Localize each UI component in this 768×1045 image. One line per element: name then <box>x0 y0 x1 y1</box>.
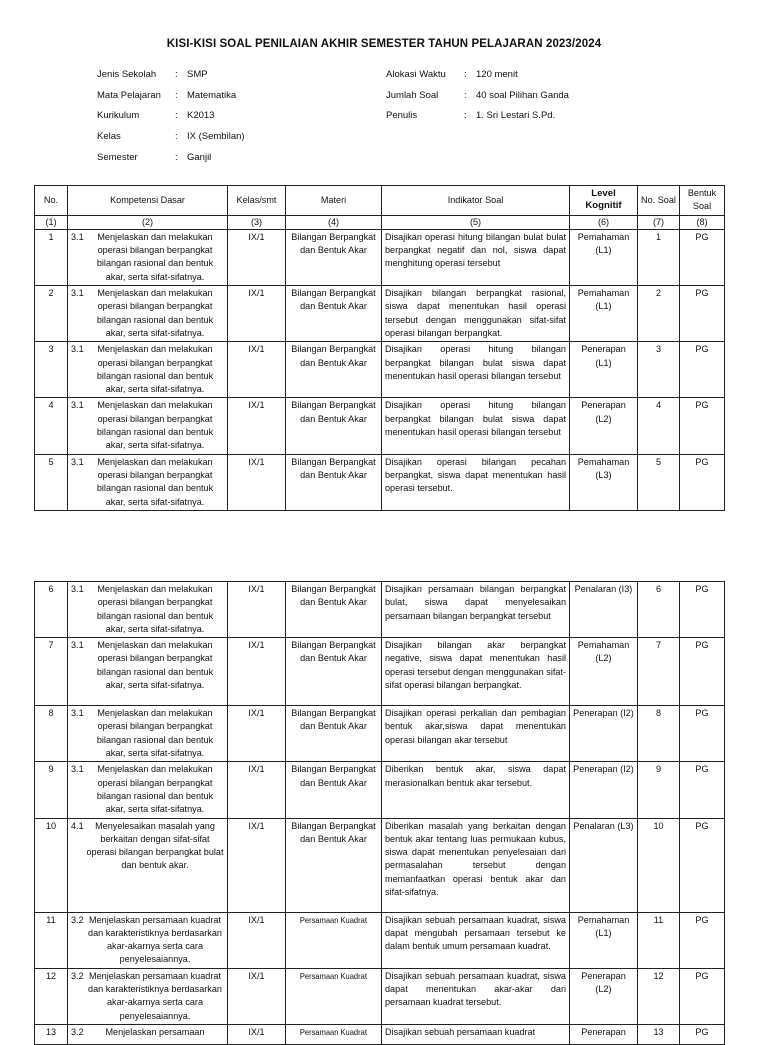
row-no: 2 <box>35 286 68 342</box>
level-kognitif: Pemahaman (L1) <box>570 229 638 285</box>
kd-code: 3.1 <box>71 708 84 719</box>
kd-text: Menjelaskan dan melakukan operasi bilangan berpangkat bilangan rasional dan bentuk akar, serta sifat-sifatnya. <box>96 456 214 507</box>
kd-code: 3.2 <box>71 914 84 925</box>
kompetensi-dasar-cell <box>68 912 228 968</box>
col-number: (3) <box>228 215 286 229</box>
no-soal: 11 <box>638 912 680 968</box>
table-row <box>35 1024 725 1044</box>
kompetensi-dasar-cell <box>68 638 228 706</box>
school-info-left <box>97 64 245 167</box>
info-label: Mata Pelajaran <box>97 89 161 101</box>
info-label: Alokasi Waktu <box>386 68 446 80</box>
level-kognitif: Pemahaman (L1) <box>570 912 638 968</box>
info-row-alokasi-waktu <box>386 64 569 85</box>
indikator-soal: Disajikan bilangan akar berpangkat negative, siswa dapat menentukan hasil operasi tersebut dengan menggunakan sifat-sifat operasi bilangan berpangkat. <box>382 638 570 706</box>
col-number: (2) <box>68 215 228 229</box>
table-body-page-1 <box>35 229 725 510</box>
level-kognitif: Pemahaman (L3) <box>570 454 638 510</box>
kelas-smt: IX/1 <box>228 398 286 454</box>
kisi-kisi-table-page-2 <box>34 581 725 1045</box>
table-row <box>35 454 725 510</box>
document-title: KISI-KISI SOAL PENILAIAN AKHIR SEMESTER TAHUN PELAJARAN 2023/2024 <box>166 38 602 50</box>
kompetensi-dasar-cell <box>68 968 228 1024</box>
kompetensi-dasar-cell <box>68 229 228 285</box>
header-level-kognitif: Level Kognitif <box>570 186 638 216</box>
kompetensi-dasar-cell <box>68 1024 228 1044</box>
row-no: 12 <box>35 968 68 1024</box>
no-soal: 2 <box>638 286 680 342</box>
kd-code: 3.1 <box>71 400 84 411</box>
level-kognitif: Penalaran (L3) <box>570 818 638 912</box>
kelas-smt: IX/1 <box>228 342 286 398</box>
info-separator: : <box>464 110 467 122</box>
info-label: Jumlah Soal <box>386 89 439 101</box>
kisi-kisi-table-page-1 <box>34 185 725 511</box>
no-soal: 7 <box>638 638 680 706</box>
info-separator: : <box>464 89 467 101</box>
info-separator: : <box>175 110 178 122</box>
bentuk-soal: PG <box>680 1024 725 1044</box>
info-row-kurikulum <box>97 105 245 126</box>
materi: Bilangan Berpangkat dan Bentuk Akar <box>286 342 382 398</box>
info-value: Matematika <box>187 89 237 101</box>
info-value: K2013 <box>187 110 215 122</box>
info-value: Ganjil <box>187 151 212 163</box>
col-number: (7) <box>638 215 680 229</box>
row-no: 13 <box>35 1024 68 1044</box>
kd-text: Menjelaskan persamaan kuadrat dan karakteristiknya berdasarkan akar-akarnya serta cara penyelesaiannya. <box>88 970 222 1021</box>
kompetensi-dasar-cell <box>68 342 228 398</box>
level-kognitif: Penerapan (I2) <box>570 706 638 762</box>
kompetensi-dasar-cell <box>68 286 228 342</box>
col-number: (6) <box>570 215 638 229</box>
level-kognitif: Penerapan (I2) <box>570 762 638 818</box>
info-label: Kurikulum <box>97 110 140 122</box>
table-row <box>35 342 725 398</box>
kd-text: Menjelaskan dan melakukan operasi bilangan berpangkat bilangan rasional dan bentuk akar, serta sifat-sifatnya. <box>96 288 214 338</box>
bentuk-soal: PG <box>680 968 725 1024</box>
table-row <box>35 582 725 638</box>
info-row-jumlah-soal <box>386 85 569 106</box>
kd-code: 3.1 <box>71 584 84 594</box>
kompetensi-dasar-cell <box>68 582 228 638</box>
no-soal: 6 <box>638 582 680 638</box>
kd-text: Menjelaskan dan melakukan operasi bilangan berpangkat bilangan rasional dan bentuk akar, serta sifat-sifatnya. <box>96 764 214 815</box>
level-kognitif: Penerapan (L2) <box>570 398 638 454</box>
no-soal: 9 <box>638 762 680 818</box>
materi: Persamaan Kuadrat <box>299 971 367 981</box>
bentuk-soal: PG <box>680 286 725 342</box>
row-no: 8 <box>35 706 68 762</box>
header-no-soal: No. Soal <box>638 186 680 216</box>
info-row-mata-pelajaran <box>97 85 245 106</box>
bentuk-soal: PG <box>680 582 725 638</box>
kd-code: 3.1 <box>71 344 84 355</box>
info-value: 40 soal Pilihan Ganda <box>476 89 569 101</box>
no-soal: 5 <box>638 454 680 510</box>
row-no: 4 <box>35 398 68 454</box>
info-value: SMP <box>187 68 208 80</box>
info-value: IX (Sembilan) <box>187 130 245 142</box>
table-row <box>35 638 725 706</box>
no-soal: 1 <box>638 229 680 285</box>
table-row <box>35 286 725 342</box>
level-kognitif: Pemahaman (L1) <box>570 286 638 342</box>
kd-text: Menjelaskan persamaan <box>105 1026 205 1037</box>
row-no: 1 <box>35 229 68 285</box>
materi-cell <box>286 968 382 1024</box>
table-row <box>35 818 725 912</box>
row-no: 11 <box>35 912 68 968</box>
no-soal: 13 <box>638 1024 680 1044</box>
indikator-soal: Diberikan bentuk akar, siswa dapat merasionalkan bentuk akar tersebut. <box>382 762 570 818</box>
no-soal: 10 <box>638 818 680 912</box>
col-number: (4) <box>286 215 382 229</box>
kompetensi-dasar-cell <box>68 454 228 510</box>
info-value: 1. Sri Lestari S.Pd. <box>476 110 556 122</box>
info-row-jenis-sekolah <box>97 64 245 85</box>
table-row <box>35 968 725 1024</box>
kelas-smt: IX/1 <box>228 229 286 285</box>
bentuk-soal: PG <box>680 706 725 762</box>
kelas-smt: IX/1 <box>228 968 286 1024</box>
kd-text: Menyelesaikan masalah yang berkaitan dengan sifat-sifat operasi bilangan berpangkat bulat dan bentuk akar. <box>86 820 224 871</box>
level-kognitif: Pemahaman (L2) <box>570 638 638 706</box>
indikator-soal: Disajikan sebuah persamaan kuadrat, siswa dapat menentukan akar-akar dari persamaan kuadrat tersebut. <box>382 968 570 1024</box>
kompetensi-dasar-cell <box>68 818 228 912</box>
table-row <box>35 912 725 968</box>
no-soal: 12 <box>638 968 680 1024</box>
info-row-semester <box>97 147 245 168</box>
info-value: 120 menit <box>476 68 518 80</box>
kd-code: 3.2 <box>71 1026 84 1037</box>
col-number: (1) <box>35 215 68 229</box>
col-number: (5) <box>382 215 570 229</box>
info-separator: : <box>175 151 178 163</box>
kd-code: 3.1 <box>71 231 84 242</box>
kompetensi-dasar-cell <box>68 706 228 762</box>
materi: Bilangan Berpangkat dan Bentuk Akar <box>286 638 382 706</box>
kd-text: Menjelaskan dan melakukan operasi bilangan berpangkat bilangan rasional dan bentuk akar, serta sifat-sifatnya. <box>96 231 214 282</box>
header-kompetensi-dasar: Kompetensi Dasar <box>68 186 228 216</box>
level-kognitif: Penerapan (L2) <box>570 968 638 1024</box>
table-row <box>35 398 725 454</box>
kd-text: Menjelaskan dan melakukan operasi bilangan berpangkat bilangan rasional dan bentuk akar, serta sifat-sifatnya. <box>96 708 214 759</box>
materi: Bilangan Berpangkat dan Bentuk Akar <box>286 762 382 818</box>
materi: Bilangan Berpangkat dan Bentuk Akar <box>286 454 382 510</box>
materi: Persamaan Kuadrat <box>299 915 367 925</box>
info-separator: : <box>175 89 178 101</box>
info-label: Kelas <box>97 130 121 142</box>
indikator-soal: Disajikan operasi hitung bilangan berpangkat bilangan bulat siswa dapat menentukan hasil operasi bilangan tersebut <box>382 342 570 398</box>
bentuk-soal: PG <box>680 229 725 285</box>
bentuk-soal: PG <box>680 638 725 706</box>
bentuk-soal: PG <box>680 818 725 912</box>
kd-code: 3.2 <box>71 970 84 981</box>
indikator-soal: Disajikan persamaan bilangan berpangkat bulat, siswa dapat menyelesaikan persamaan bilangan berpangkat tersebut <box>382 582 570 638</box>
kd-code: 3.1 <box>71 640 84 651</box>
row-no: 6 <box>35 582 68 638</box>
materi: Bilangan Berpangkat dan Bentuk Akar <box>286 706 382 762</box>
kelas-smt: IX/1 <box>228 582 286 638</box>
info-label: Penulis <box>386 110 418 122</box>
kelas-smt: IX/1 <box>228 1024 286 1044</box>
row-no: 9 <box>35 762 68 818</box>
indikator-soal: Disajikan operasi hitung bilangan bulat bulat berpangkat negatif dan nol, siswa dapat menghitung operasi tersebut <box>382 229 570 285</box>
info-separator: : <box>175 130 178 142</box>
header-bentuk-soal: Bentuk Soal <box>680 186 725 216</box>
header-materi: Materi <box>286 186 382 216</box>
info-row-kelas <box>97 126 245 147</box>
bentuk-soal: PG <box>680 454 725 510</box>
table-header-row <box>35 186 725 216</box>
indikator-soal: Disajikan bilangan berpangkat rasional, siswa dapat menentukan hasil operasi tersebut dengan menggunakan sifat-sifat operasi bilangan berpangkat. <box>382 286 570 342</box>
kd-code: 3.1 <box>71 288 84 299</box>
kelas-smt: IX/1 <box>228 762 286 818</box>
header-no: No. <box>35 186 68 216</box>
no-soal: 4 <box>638 398 680 454</box>
materi: Bilangan Berpangkat dan Bentuk Akar <box>286 229 382 285</box>
table-row <box>35 229 725 285</box>
kelas-smt: IX/1 <box>228 706 286 762</box>
kompetensi-dasar-cell <box>68 398 228 454</box>
row-no: 5 <box>35 454 68 510</box>
info-separator: : <box>464 68 467 80</box>
materi: Bilangan Berpangkat dan Bentuk Akar <box>286 582 382 638</box>
materi: Persamaan Kuadrat <box>299 1027 367 1037</box>
indikator-soal: Disajikan operasi perkalian dan pembagian bentuk akar,siswa dapat menentukan operasi bilangan akar tersebut <box>382 706 570 762</box>
table-body-page-2 <box>35 582 725 1045</box>
materi: Bilangan Berpangkat dan Bentuk Akar <box>286 286 382 342</box>
bentuk-soal: PG <box>680 342 725 398</box>
kelas-smt: IX/1 <box>228 638 286 706</box>
indikator-soal: Disajikan operasi bilangan pecahan berpangkat, siswa dapat menentukan hasil operasi tersebut. <box>382 454 570 510</box>
indikator-soal: Disajikan operasi hitung bilangan berpangkat bilangan bulat siswa dapat menentukan hasil operasi bilangan tersebut <box>382 398 570 454</box>
info-label: Jenis Sekolah <box>97 68 157 80</box>
kompetensi-dasar-cell <box>68 762 228 818</box>
kd-text: Menjelaskan dan melakukan operasi bilangan berpangkat bilangan rasional dan bentuk akar, serta sifat-sifatnya. <box>96 344 214 395</box>
no-soal: 8 <box>638 706 680 762</box>
indikator-soal: Disajikan sebuah persamaan kuadrat <box>382 1024 570 1044</box>
no-soal: 3 <box>638 342 680 398</box>
indikator-soal: Diberikan masalah yang berkaitan dengan bentuk akar tentang luas permukaan kubus, siswa dapat menentukan penyelesaian dari permasalahan tersebut dengan memanfaatkan operasi bentuk akar dan sifat-sifatnya. <box>382 818 570 912</box>
table-row <box>35 762 725 818</box>
kd-text: Menjelaskan dan melakukan operasi bilangan berpangkat bilangan rasional dan bentuk akar, serta sifat-sifatnya. <box>96 584 214 634</box>
kelas-smt: IX/1 <box>228 912 286 968</box>
bentuk-soal: PG <box>680 762 725 818</box>
info-separator: : <box>175 68 178 80</box>
kd-text: Menjelaskan dan melakukan operasi bilangan berpangkat bilangan rasional dan bentuk akar, serta sifat-sifatnya. <box>96 640 214 691</box>
level-kognitif: Penerapan (L1) <box>570 342 638 398</box>
kelas-smt: IX/1 <box>228 818 286 912</box>
header-indikator-soal: Indikator Soal <box>382 186 570 216</box>
kd-code: 3.1 <box>71 764 84 775</box>
kd-code: 4.1 <box>71 820 84 831</box>
bentuk-soal: PG <box>680 398 725 454</box>
bentuk-soal: PG <box>680 912 725 968</box>
materi-cell <box>286 912 382 968</box>
kelas-smt: IX/1 <box>228 286 286 342</box>
kelas-smt: IX/1 <box>228 454 286 510</box>
column-number-row <box>35 215 725 229</box>
level-kognitif: Penerapan <box>570 1024 638 1044</box>
materi-cell <box>286 1024 382 1044</box>
table-row <box>35 706 725 762</box>
row-no: 3 <box>35 342 68 398</box>
school-info-right <box>386 64 569 126</box>
kd-text: Menjelaskan persamaan kuadrat dan karakteristiknya berdasarkan akar-akarnya serta cara penyelesaiannya. <box>88 914 222 965</box>
indikator-soal: Disajikan sebuah persamaan kuadrat, siswa dapat mengubah persamaan tersebut ke dalam bentuk umum persamaan kuadrat. <box>382 912 570 968</box>
info-row-penulis <box>386 105 569 126</box>
kd-text: Menjelaskan dan melakukan operasi bilangan berpangkat bilangan rasional dan bentuk akar, serta sifat-sifatnya. <box>96 400 214 451</box>
kd-code: 3.1 <box>71 456 84 467</box>
materi: Bilangan Berpangkat dan Bentuk Akar <box>286 398 382 454</box>
col-number: (8) <box>680 215 725 229</box>
row-no: 10 <box>35 818 68 912</box>
info-label: Semester <box>97 151 138 163</box>
materi: Bilangan Berpangkat dan Bentuk Akar <box>286 818 382 912</box>
row-no: 7 <box>35 638 68 706</box>
level-kognitif: Penalaran (I3) <box>570 582 638 638</box>
header-kelas-smt: Kelas/smt <box>228 186 286 216</box>
